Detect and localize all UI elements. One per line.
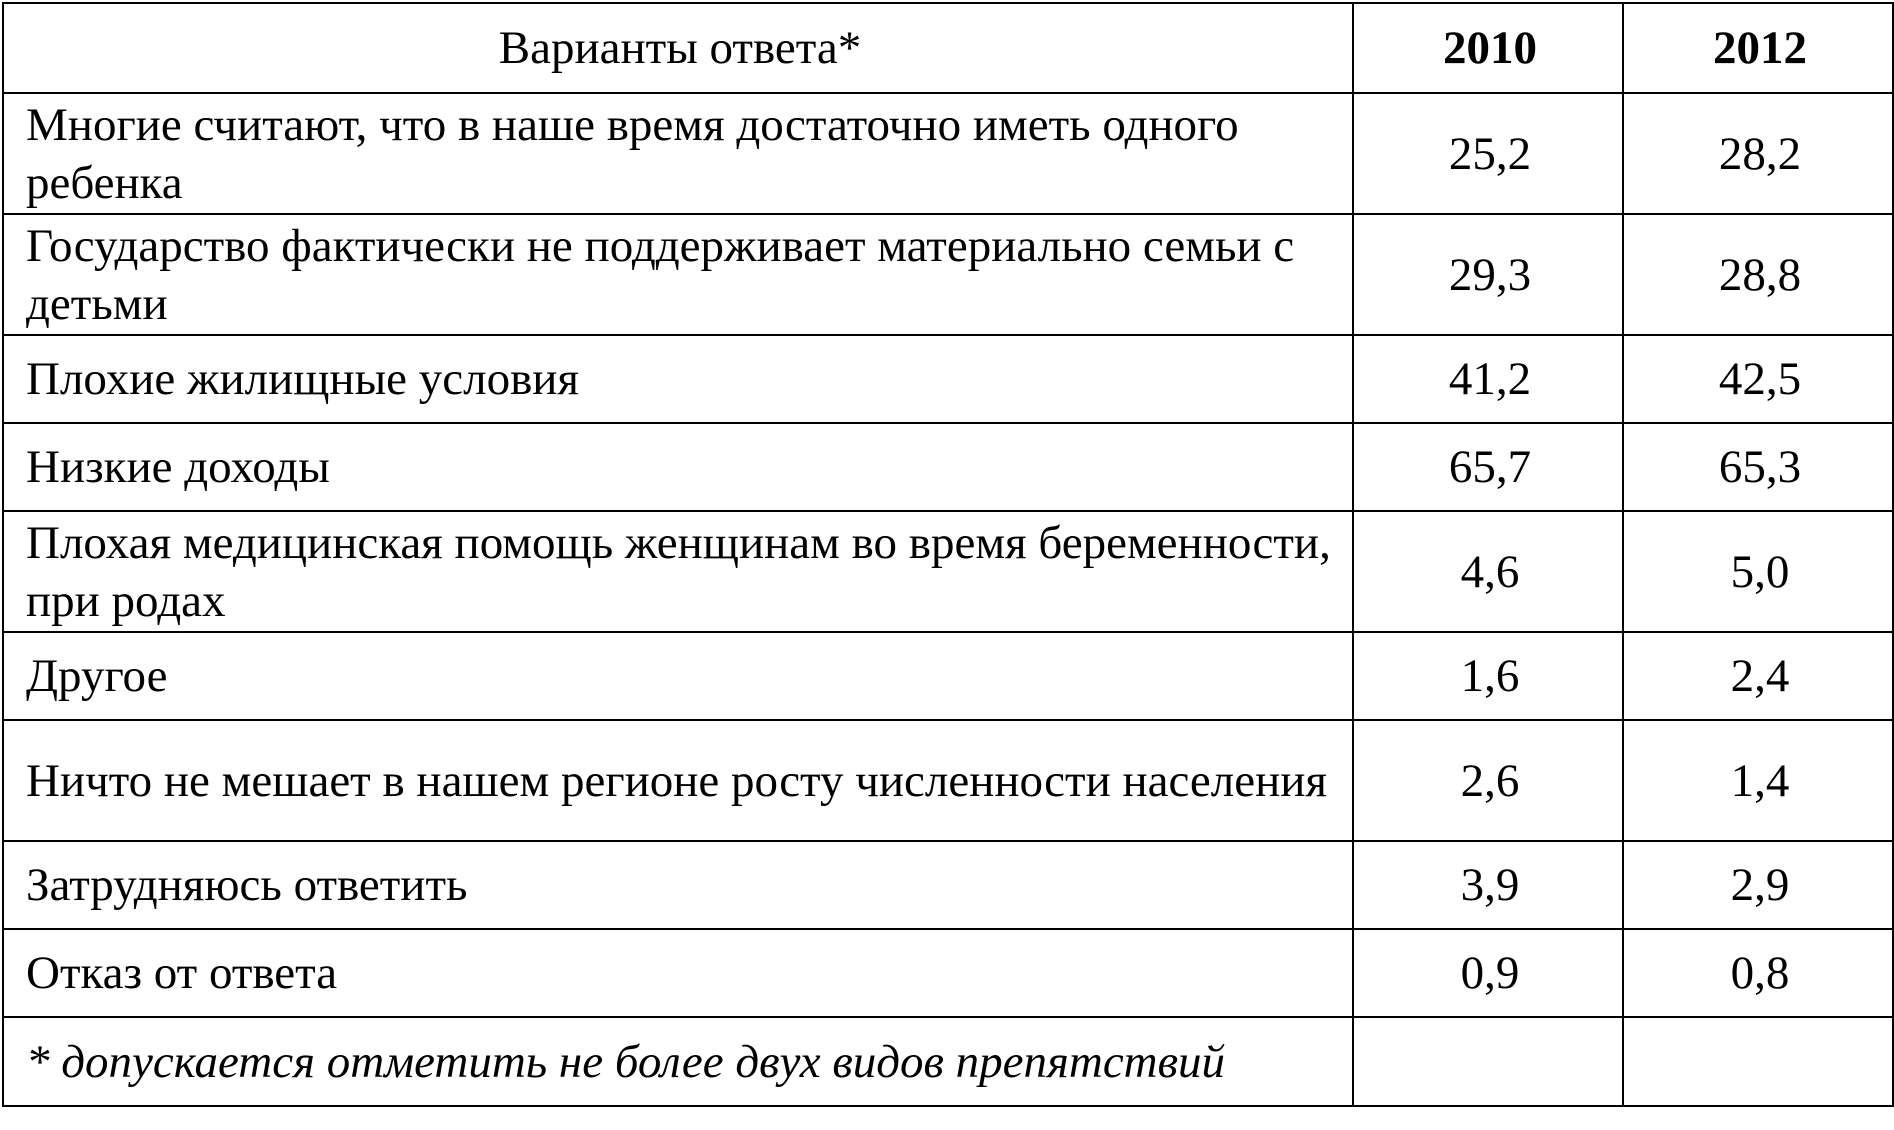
- row-label: Отказ от ответа: [3, 929, 1353, 1017]
- row-label: Другое: [3, 632, 1353, 720]
- header-year-2012: 2012: [1623, 3, 1893, 93]
- table-row: [3, 423, 1893, 511]
- value-2010: 41,2: [1353, 335, 1623, 423]
- survey-results-table: [2, 2, 1894, 1107]
- table-row: [3, 93, 1893, 214]
- table-row: [3, 841, 1893, 929]
- empty-cell-2010: [1353, 1017, 1623, 1106]
- table-row: [3, 511, 1893, 632]
- table-row: [3, 632, 1893, 720]
- footnote-row: [3, 1017, 1893, 1106]
- value-2012: 5,0: [1623, 511, 1893, 632]
- table-row: [3, 720, 1893, 841]
- value-2012: 1,4: [1623, 720, 1893, 841]
- value-2010: 0,9: [1353, 929, 1623, 1017]
- footnote: * допускается отметить не более двух видов препятствий: [3, 1017, 1353, 1106]
- value-2012: 28,8: [1623, 214, 1893, 335]
- value-2010: 2,6: [1353, 720, 1623, 841]
- empty-cell-2012: [1623, 1017, 1893, 1106]
- value-2010: 65,7: [1353, 423, 1623, 511]
- value-2012: 42,5: [1623, 335, 1893, 423]
- value-2010: 25,2: [1353, 93, 1623, 214]
- value-2010: 4,6: [1353, 511, 1623, 632]
- value-2010: 29,3: [1353, 214, 1623, 335]
- table-row: [3, 214, 1893, 335]
- row-label: Ничто не мешает в нашем регионе росту численности населения: [3, 720, 1353, 841]
- row-label: Затрудняюсь ответить: [3, 841, 1353, 929]
- row-label: Плохие жилищные условия: [3, 335, 1353, 423]
- value-2012: 65,3: [1623, 423, 1893, 511]
- value-2012: 2,4: [1623, 632, 1893, 720]
- table-row: [3, 335, 1893, 423]
- header-answer-options: Варианты ответа*: [3, 3, 1353, 93]
- value-2010: 3,9: [1353, 841, 1623, 929]
- value-2012: 2,9: [1623, 841, 1893, 929]
- header-year-2010: 2010: [1353, 3, 1623, 93]
- table-row: [3, 929, 1893, 1017]
- row-label: Низкие доходы: [3, 423, 1353, 511]
- value-2012: 28,2: [1623, 93, 1893, 214]
- row-label: Плохая медицинская помощь женщинам во время беременности, при родах: [3, 511, 1353, 632]
- value-2012: 0,8: [1623, 929, 1893, 1017]
- row-label: Государство фактически не поддерживает материально семьи с детьми: [3, 214, 1353, 335]
- table-header-row: [3, 3, 1893, 93]
- value-2010: 1,6: [1353, 632, 1623, 720]
- row-label: Многие считают, что в наше время достаточно иметь одного ребенка: [3, 93, 1353, 214]
